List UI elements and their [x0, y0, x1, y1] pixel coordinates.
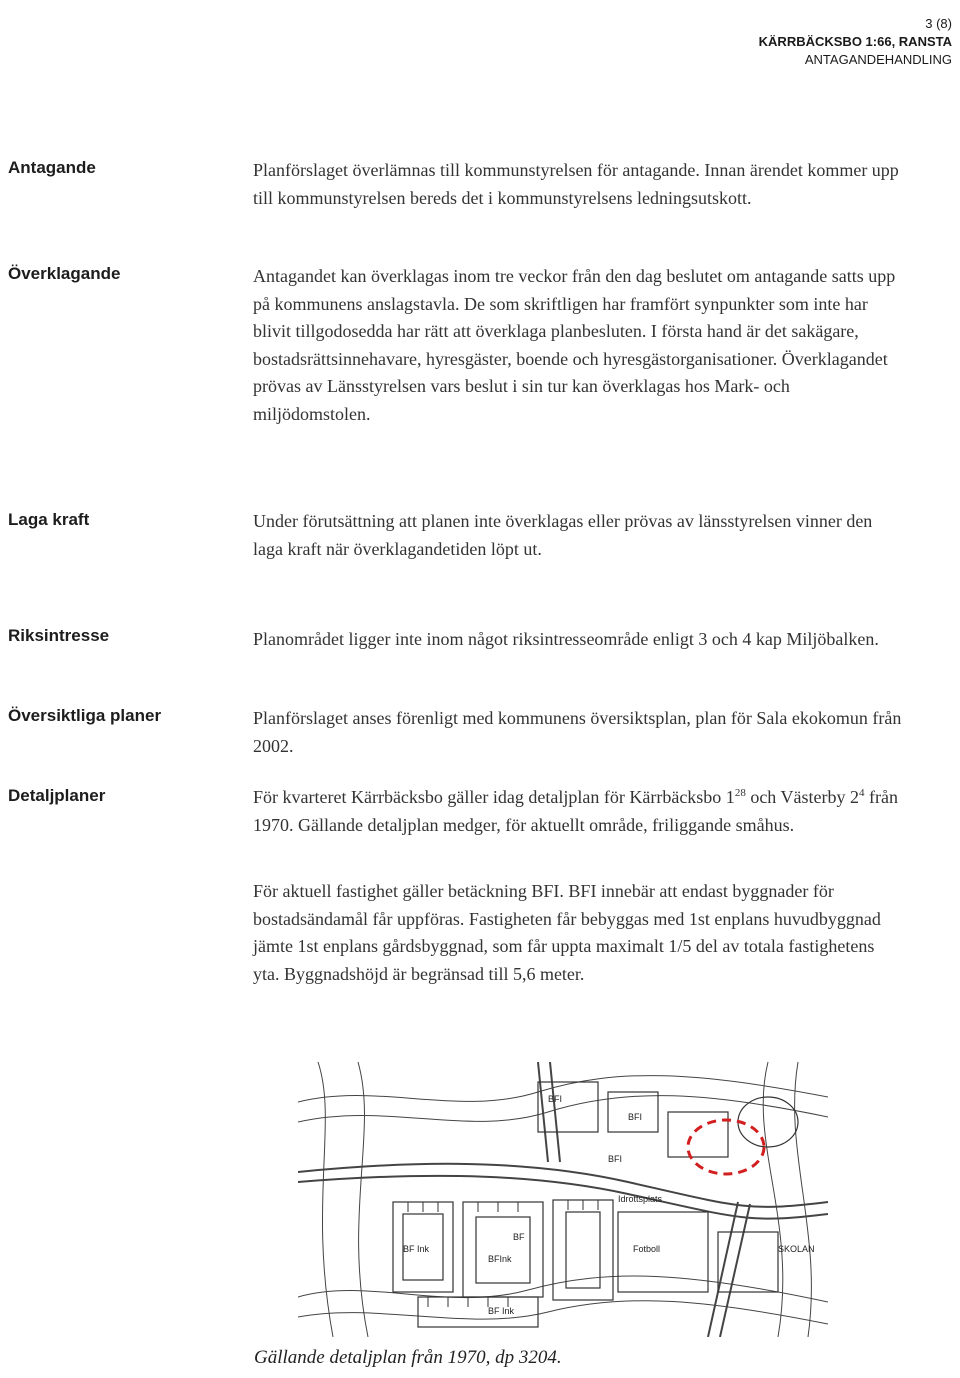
map-caption: Gällande detaljplan från 1970, dp 3204. [254, 1347, 562, 1368]
section-text-laga-kraft: Under förutsättning att planen inte överklagas eller prövas av länsstyrelsen vinner den laga kraft när överklagandetiden löpt ut. [253, 511, 873, 559]
section-text-detaljplaner-2: För aktuell fastighet gäller betäckning BFI. BFI innebär att endast byggnader för bostadsändamål får uppföras. Fastigheten får bebyggas med 1st enplans huvudbyggnad jämte 1st enplans gårdsbyggnad, som får uppta maximalt 1/5 del av totala fastighetens yta. Byggnadshöjd är begränsad till 5,6 meter. [253, 881, 881, 984]
map-label-idrottsplats: Idrottsplats [618, 1194, 663, 1204]
map-label-bf-1: BF [513, 1232, 525, 1242]
section-text-detaljplaner-1: För kvarteret Kärrbäcksbo gäller idag detaljplan för Kärrbäcksbo $1^{28}$ och Västerby $2^4$ från 1970. Gällande detaljplan medger, för aktuellt område, friliggande småhus. [253, 787, 898, 835]
detail-plan-map [298, 1062, 828, 1337]
map-label-bfi-1: BFI [548, 1094, 563, 1104]
map-label-fotboll: Fotboll [633, 1244, 661, 1254]
section-text-antagande: Planförslaget överlämnas till kommunstyrelsen för antagande. Innan ärendet kommer upp till kommunstyrelsen bereds det i kommunstyrelsens ledningsutskott. [253, 160, 899, 208]
section-label-antagande: Antagande [8, 158, 96, 177]
document-subtitle: ANTAGANDEHANDLING [804, 52, 952, 67]
section-text-overklagande: Antagandet kan överklagas inom tre veckor från den dag beslutet om antagande satts upp på kommunens anslagstavla. De som skriftligen har framfört synpunkter som inte har blivit tillgodosedda har rätt att överklaga planbesluten. I första hand är det sakägare, bostadsrättsinnehavare, hyresgäster, boende och hyresgästorganisationer. Överklagandet prövas av Länsstyrelsen vars beslut i sin tur kan överklagas hos Mark- och miljödomstolen. [253, 266, 896, 424]
map-label-bfi-2: BFI [628, 1112, 643, 1122]
map-label-bfink-3: BF Ink [488, 1306, 515, 1316]
map-label-bfink-1: BF Ink [403, 1244, 430, 1254]
page-number: 3 (8) [925, 16, 952, 31]
section-label-overklagande: Överklagande [8, 264, 121, 283]
section-text-riksintresse: Planområdet ligger inte inom något riksintresseområde enligt 3 och 4 kap Miljöbalken. [253, 629, 879, 649]
section-label-detaljplaner: Detaljplaner [8, 786, 106, 805]
map-label-bfi-3: BFI [608, 1154, 623, 1164]
document-title: KÄRRBÄCKSBO 1:66, RANSTA [758, 34, 952, 49]
map-label-skolan: SKOLAN [778, 1244, 815, 1254]
section-label-laga-kraft: Laga kraft [8, 510, 90, 529]
section-text-oversiktliga-planer: Planförslaget anses förenligt med kommunens översiktsplan, plan för Sala ekokomun från 2002. [253, 708, 902, 756]
section-label-riksintresse: Riksintresse [8, 626, 110, 645]
property-highlight [688, 1120, 764, 1174]
map-label-bfink-2: BFInk [488, 1254, 512, 1264]
section-label-oversiktliga-planer: Översiktliga planer [8, 706, 162, 725]
